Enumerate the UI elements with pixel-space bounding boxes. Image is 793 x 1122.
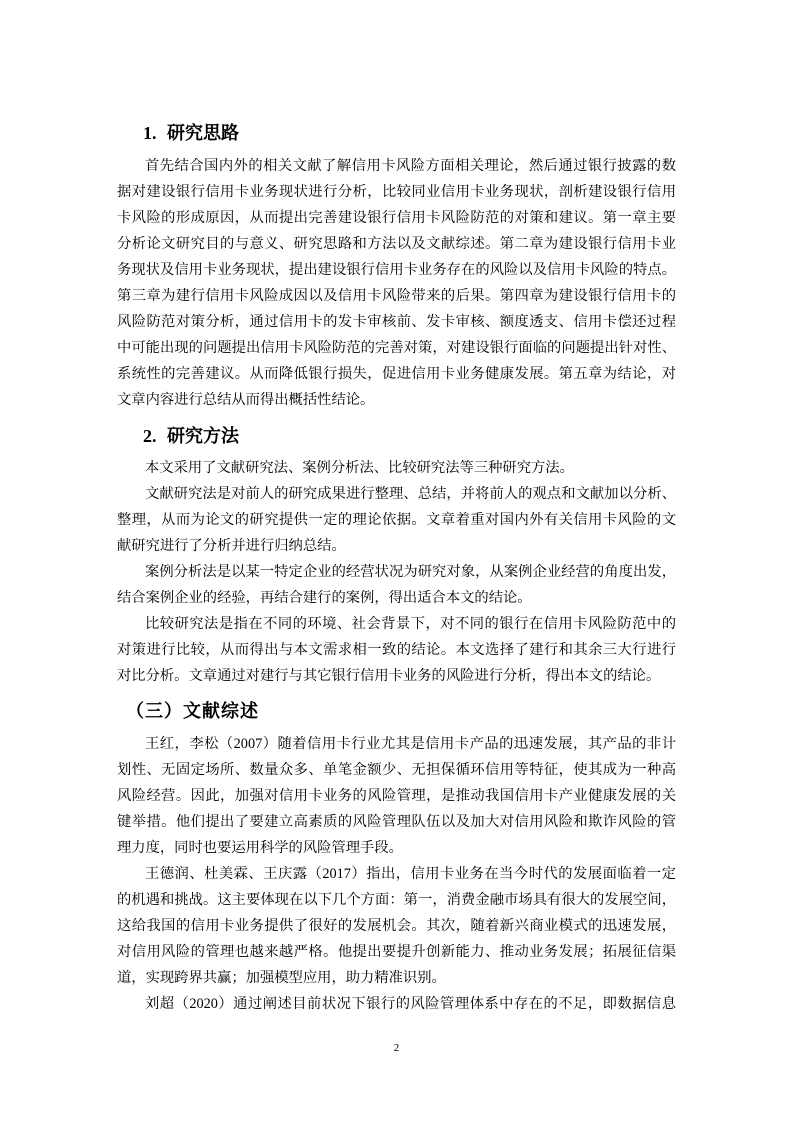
text-line: 王德润、杜美霖、王庆露（2017）指出，信用卡业务在当今时代的发展面临着一定	[145, 866, 676, 882]
section-heading: （三）文献综述	[126, 701, 259, 721]
text-line: 案例分析法是以某一特定企业的经营状况为研究对象，从案例企业经营的角度出发，	[145, 564, 676, 580]
text-line: 对策进行比较，从而得出与本文需求相一致的结论。本文选择了建行和其余三大行进行	[117, 642, 676, 658]
text-line: 文献研究法是对前人的研究成果进行整理、总结，并将前人的观点和文献加以分析、	[145, 486, 676, 502]
text-line: 文章内容进行总结从而得出概括性结论。	[117, 392, 375, 408]
paragraph	[117, 611, 676, 689]
text-line: 第三章为建行信用卡风险成因以及信用卡风险带来的后果。第四章为建设银行信用卡的	[117, 288, 676, 304]
paragraph	[117, 153, 676, 413]
text-line: 的机遇和挑战。这主要体现在以下几个方面：第一，消费金融市场具有很大的发展空间，	[117, 892, 676, 908]
text-line: 首先结合国内外的相关文献了解信用卡风险方面相关理论，然后通过银行披露的数	[145, 158, 676, 174]
text-line: 对信用风险的管理也越来越严格。他提出要提升创新能力、推动业务发展；拓展征信渠	[117, 944, 676, 960]
text-line: 整理，从而为论文的研究提供一定的理论依据。文章着重对国内外有关信用卡风险的文	[117, 512, 676, 528]
text-line: 理力度，同时也要运用科学的风险管理手段。	[117, 840, 403, 856]
text-line: 本文采用了文献研究法、案例分析法、比较研究法等三种研究方法。	[145, 460, 574, 476]
paragraph	[117, 731, 676, 861]
text-line: 分析论文研究目的与意义、研究思路和方法以及文献综述。第二章为建设银行信用卡业	[117, 236, 676, 252]
section-heading: 2. 研究方法	[143, 426, 239, 446]
text-line: 风险经营。因此，加强对信用卡业务的风险管理，是推动我国信用卡产业健康发展的关	[117, 788, 676, 804]
text-line: 结合案例企业的经验，再结合建行的案例，得出适合本文的结论。	[117, 590, 532, 606]
text-line: 务现状及信用卡业务现状，提出建设银行信用卡业务存在的风险以及信用卡风险的特点。	[117, 262, 676, 278]
section-body	[117, 455, 676, 689]
text-line: 据对建设银行信用卡业务现状进行分析，比较同业信用卡业务现状，剖析建设银行信用	[117, 184, 676, 200]
text-line: 道，实现跨界共赢；加强模型应用，助力精准识别。	[117, 970, 446, 986]
page-number: 2	[393, 1042, 400, 1054]
text-line: 键举措。他们提出了要建立高素质的风险管理队伍以及加大对信用风险和欺诈风险的管	[117, 814, 676, 830]
paragraph	[117, 559, 676, 611]
text-line: 王红，李松（2007）随着信用卡行业尤其是信用卡产品的迅速发展，其产品的非计	[145, 736, 676, 752]
text-line: 中可能出现的问题提出信用卡风险防范的完善对策，对建设银行面临的问题提出针对性、	[117, 340, 676, 356]
text-line: 划性、无固定场所、数量众多、单笔金额少、无担保循环信用等特征，使其成为一种高	[117, 762, 676, 778]
paragraph	[117, 481, 676, 559]
section-body	[117, 153, 676, 413]
text-line: 系统性的完善建议。从而降低银行损失，促进信用卡业务健康发展。第五章为结论，对	[117, 366, 676, 382]
text-line: 对比分析。文章通过对建行与其它银行信用卡业务的风险进行分析，得出本文的结论。	[117, 668, 661, 684]
text-line: 比较研究法是指在不同的环境、社会背景下，对不同的银行在信用卡风险防范中的	[145, 616, 676, 632]
text-line: 风险防范对策分析，通过信用卡的发卡审核前、发卡审核、额度透支、信用卡偿还过程	[117, 314, 676, 330]
paragraph	[117, 455, 676, 481]
text-line: 这给我国的信用卡业务提供了很好的发展机会。其次，随着新兴商业模式的迅速发展，	[117, 918, 676, 934]
section-heading: 1. 研究思路	[143, 123, 239, 143]
section-body	[117, 731, 676, 1017]
text-line: 卡风险的形成原因，从而提出完善建设银行信用卡风险防范的对策和建议。第一章主要	[117, 210, 676, 226]
text-line: 献研究进行了分析并进行归纳总结。	[117, 538, 346, 554]
text-line: 刘超（2020）通过阐述目前状况下银行的风险管理体系中存在的不足，即数据信息	[145, 996, 676, 1012]
paragraph	[117, 861, 676, 991]
paragraph	[117, 991, 676, 1017]
